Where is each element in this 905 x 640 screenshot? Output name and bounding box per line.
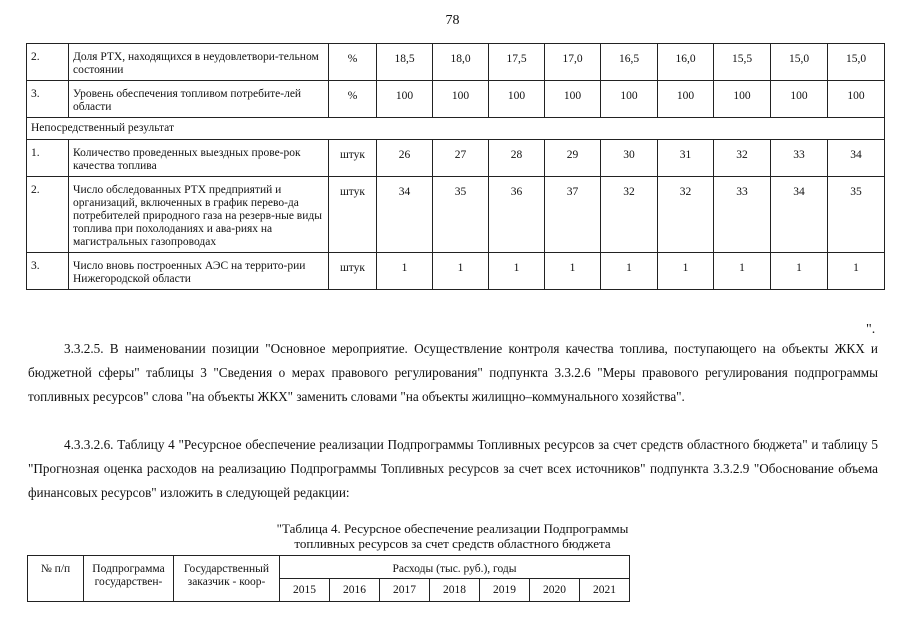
value-cell: 33 [714, 177, 771, 253]
unit-cell: % [329, 81, 377, 118]
value-cell: 1 [601, 253, 658, 290]
header-customer: Государственный заказчик - коор- [174, 556, 280, 602]
resource-table [27, 555, 630, 602]
table-row [27, 81, 885, 118]
header-subprogram: Подпрограмма государствен- [84, 556, 174, 602]
table4-caption-line1: "Таблица 4. Ресурсное обеспечение реализации Подпрограммы [276, 521, 629, 536]
section-row [27, 118, 885, 140]
value-cell: 37 [545, 177, 601, 253]
table-row [27, 253, 885, 290]
table-row [27, 177, 885, 253]
value-cell: 1 [658, 253, 714, 290]
value-cell: 100 [658, 81, 714, 118]
indicator-name: Уровень обеспечения топливом потребите-лей области [69, 81, 329, 118]
year-header: 2017 [380, 579, 430, 602]
value-cell: 34 [828, 140, 885, 177]
unit-cell: штук [329, 140, 377, 177]
value-cell: 26 [377, 140, 433, 177]
value-cell: 36 [489, 177, 545, 253]
value-cell: 35 [828, 177, 885, 253]
value-cell: 1 [433, 253, 489, 290]
unit-cell: штук [329, 253, 377, 290]
value-cell: 15,0 [828, 44, 885, 81]
value-cell: 100 [714, 81, 771, 118]
row-index: 3. [27, 81, 69, 118]
value-cell: 34 [771, 177, 828, 253]
value-cell: 15,5 [714, 44, 771, 81]
value-cell: 100 [377, 81, 433, 118]
paragraph-4-3-3-2-6: 4.3.3.2.6. Таблицу 4 "Ресурсное обеспечение реализации Подпрограммы Топливных ресурсов за счет средств областного бюджета" и таблицу 5 "Прогнозная оценка расходов на реализацию Подпрограммы Топливных ресурсов за счет всех источников" подпункта 3.3.2.9 "Обоснование объема финансовых ресурсов" изложить в следующей редакции: [28, 437, 878, 500]
value-cell: 27 [433, 140, 489, 177]
row-index: 1. [27, 140, 69, 177]
indicators-table [26, 43, 885, 290]
row-index: 2. [27, 44, 69, 81]
section-label: Непосредственный результат [27, 118, 885, 140]
header-expenses: Расходы (тыс. руб.), годы [280, 556, 630, 579]
indicator-name: Число обследованных РТХ предприятий и организаций, включенных в график перево-да потребителей природного газа на резерв-ные виды топлива при похолоданиях и ава-риях на магистральных газопроводах [69, 177, 329, 253]
value-cell: 100 [771, 81, 828, 118]
value-cell: 15,0 [771, 44, 828, 81]
value-cell: 100 [545, 81, 601, 118]
value-cell: 35 [433, 177, 489, 253]
value-cell: 28 [489, 140, 545, 177]
table-row [27, 140, 885, 177]
value-cell: 1 [828, 253, 885, 290]
value-cell: 100 [489, 81, 545, 118]
value-cell: 1 [377, 253, 433, 290]
paragraph-3-3-2-5: 3.3.2.5. В наименовании позиции "Основное мероприятие. Осуществление контроля качества топлива, поступающего на объекты ЖКХ и бюджетной сферы" таблицы 3 "Сведения о мерах правового регулирования" подпункта 3.3.2.6 "Меры правового регулирования подпрограммы топливных ресурсов" слова "на объекты ЖКХ" заменить словами "на объекты жилищно–коммунального хозяйства". [28, 341, 878, 404]
value-cell: 1 [489, 253, 545, 290]
indicator-name: Количество проведенных выездных прове-рок качества топлива [69, 140, 329, 177]
value-cell: 32 [714, 140, 771, 177]
closing-quote: ". [866, 322, 876, 337]
value-cell: 100 [433, 81, 489, 118]
value-cell: 29 [545, 140, 601, 177]
value-cell: 32 [601, 177, 658, 253]
value-cell: 31 [658, 140, 714, 177]
value-cell: 1 [545, 253, 601, 290]
year-header: 2018 [430, 579, 480, 602]
indicator-name: Число вновь построенных АЭС на террито-рии Нижегородской области [69, 253, 329, 290]
row-index: 3. [27, 253, 69, 290]
value-cell: 34 [377, 177, 433, 253]
year-header: 2015 [280, 579, 330, 602]
year-header: 2019 [480, 579, 530, 602]
value-cell: 32 [658, 177, 714, 253]
value-cell: 1 [771, 253, 828, 290]
value-cell: 17,5 [489, 44, 545, 81]
value-cell: 17,0 [545, 44, 601, 81]
page-number: 78 [445, 13, 460, 28]
table-row [27, 44, 885, 81]
table4-caption-line2: топливных ресурсов за счет средств областного бюджета [294, 536, 611, 551]
value-cell: 18,5 [377, 44, 433, 81]
unit-cell: % [329, 44, 377, 81]
unit-cell: штук [329, 177, 377, 253]
value-cell: 100 [828, 81, 885, 118]
header-num: № п/п [28, 556, 84, 602]
value-cell: 16,0 [658, 44, 714, 81]
value-cell: 100 [601, 81, 658, 118]
row-index: 2. [27, 177, 69, 253]
indicator-name: Доля РТХ, находящихся в неудовлетвори-тельном состоянии [69, 44, 329, 81]
year-header: 2016 [330, 579, 380, 602]
value-cell: 1 [714, 253, 771, 290]
value-cell: 33 [771, 140, 828, 177]
value-cell: 18,0 [433, 44, 489, 81]
year-header: 2021 [580, 579, 630, 602]
year-header: 2020 [530, 579, 580, 602]
value-cell: 16,5 [601, 44, 658, 81]
value-cell: 30 [601, 140, 658, 177]
